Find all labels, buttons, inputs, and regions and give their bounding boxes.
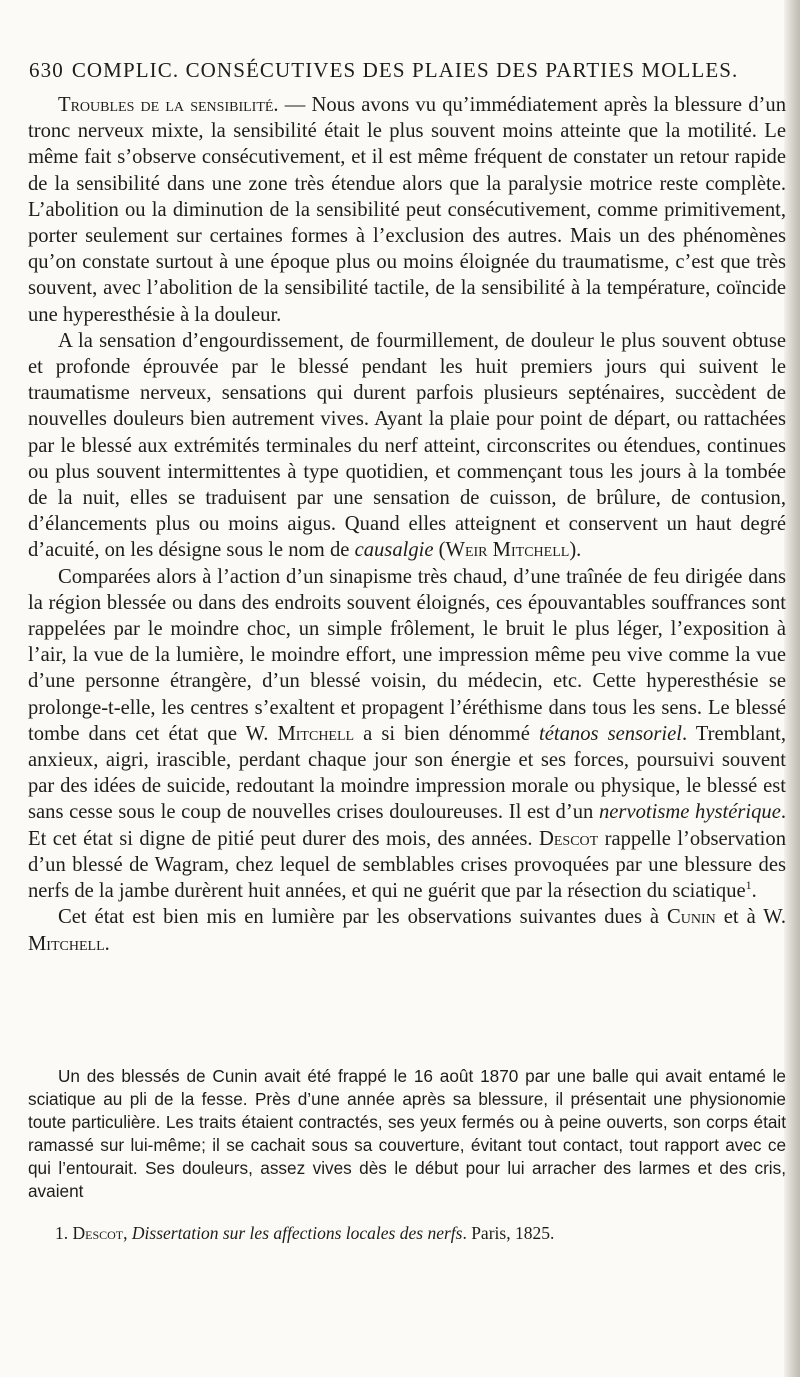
footnote xyxy=(28,1222,786,1244)
paragraph-causalgia xyxy=(28,328,786,564)
footnote-sep: , xyxy=(123,1223,132,1243)
running-title: COMPLIC. CONSÉCUTIVES DES PLAIES DES PARTIES MOLLES. xyxy=(71,58,739,82)
paragraph-text: A la sensation d’engourdissement, de fourmillement, de douleur le plus souvent obtuse et profonde éprouvée par le blessé pendant les huit premiers jours qui suivent le traumatisme nerveux, sensations qui durent parfois plusieurs septénaires, succèdent de nouvelles douleurs bien autrement vives. Ayant la plaie pour point de départ, ou rattachées par le blessé aux extrémités terminales du nerf atteint, circonscrites ou étendues, continues ou plus souvent intermittentes à type quotidien, et commençant tous les jours à la tombée de la nuit, elles se traduisent par une sensation de cuisson, de brûlure, de contusion, d’élancements plus ou moins aigus. Quand elles atteignent et conservent un haut degré d’acuité, on les désigne sous le nom de xyxy=(28,329,786,562)
author-name: Weir Mitchell xyxy=(445,539,570,562)
section-heading: Troubles de la sensibilité. xyxy=(58,94,279,116)
paragraph-text: ). xyxy=(569,539,582,562)
page-edge-shadow xyxy=(784,0,800,1377)
footnote-ref: 1 xyxy=(745,878,752,893)
main-text xyxy=(28,92,786,957)
page-number: 630 xyxy=(29,58,64,82)
paragraph-text: Comparées alors à l’action d’un sinapisme très chaud, d’une traînée de feu dirigée dans la région blessée ou dans des endroits souvent éloignés, ces épouvantables souffrances sont rappelées par le moindre choc, un simple frôlement, le bruit le plus léger, l’exposition à l’air, la vue de la lumière, le moindre effort, une impression même peu vive comme la vue d’une personne étrangère, d’un blessé voisin, du médecin, etc. Cette hyperesthésie se prolonge-t-elle, les centres s’exaltent et propagent l’éréthisme dans tous les sens. Le blessé tombe dans cet état que W. xyxy=(28,565,786,745)
footnote-entry xyxy=(28,1222,786,1244)
author-name: Mitchell xyxy=(277,722,355,745)
paragraph-sensibility xyxy=(28,92,786,328)
paragraph-text: . xyxy=(104,932,110,955)
paragraph-text: ( xyxy=(433,539,446,562)
author-name: Mitchell xyxy=(28,932,105,955)
observation-text xyxy=(28,1065,786,1203)
paragraph-text: rappelle l’observation d’un blessé de Wagram, chez lequel de semblables crises provoquées par une blessure des nerfs de la jambe durèrent huit années, et qui ne guérit que par la résection du sciatique xyxy=(28,827,786,903)
term-causalgie: causalgie xyxy=(354,539,434,562)
paragraph-observations-intro xyxy=(28,904,786,956)
observation-paragraph: Un des blessés de Cunin avait été frappé le 16 août 1870 par une balle qui avait entamé le sciatique au pli de la fesse. Près d’une année après sa blessure, il présentait une physionomie toute particulière. Les traits étaient contractés, ses yeux fermés ou à peine ouverts, son corps était ramassé sur lui-même; il se cachait sous sa couverture, évitant tout contact, tout rapport avec ce qui l’entourait. Ses douleurs, assez vives dès le début pour lui arracher des larmes et des cris, avaient xyxy=(28,1066,786,1201)
footnote-number: 1. xyxy=(55,1223,73,1243)
paragraph-text: — Nous avons vu qu’immédiatement après la blessure d’un tronc nerveux mixte, la sensibilité était le plus souvent moins atteinte que la motilité. Le même fait s’observe consécutivement, et il est même fréquent de constater un retour rapide de la sensibilité dans une zone très étendue alors que la paralysie motrice reste complète. L’abolition ou la diminution de la sensibilité peut consécutivement, comme primitivement, porter seulement sur certaines formes à l’exclusion des autres. Mais un des phénomènes qu’on constate surtout à une époque plus ou moins éloignée du traumatisme, c’est que très souvent, avec l’abolition de la sensibilité tactile, de la sensibilité à la température, coïncide une hyperesthésie à la douleur. xyxy=(28,94,786,326)
running-head xyxy=(29,58,789,83)
footnote-title: Dissertation sur les affections locales des nerfs xyxy=(131,1223,463,1243)
term-nervotisme: nervotisme hystérique xyxy=(599,801,781,824)
paragraph-text: a si bien dénommé xyxy=(354,722,540,745)
footnote-rest: . Paris, 1825. xyxy=(462,1223,555,1243)
paragraph-text: et à W. xyxy=(715,906,786,929)
paragraph-text: . xyxy=(751,880,757,903)
paragraph-text: Cet état est bien mis en lumière par les observations suivantes dues à xyxy=(58,906,668,929)
paragraph-text: . Tremblant, anxieux, aigri, irascible, perdant chaque jour son énergie et ses forces, poursuivi souvent par des idées de suicide, redoutant la moindre impression morale ou physique, le blessé est sans cesse sous le coup de nouvelles crises douloureuses. Il est d’un xyxy=(28,722,787,824)
footnote-author: Descot xyxy=(72,1223,124,1243)
paragraph-text: . Et cet état si digne de pitié peut durer des mois, des années. xyxy=(28,801,786,850)
term-tetanos-sensoriel: tétanos sensoriel xyxy=(539,722,682,745)
author-name: Cunin xyxy=(667,906,716,929)
paragraph-hyperesthesia xyxy=(28,564,786,905)
author-name: Descot xyxy=(538,827,599,850)
